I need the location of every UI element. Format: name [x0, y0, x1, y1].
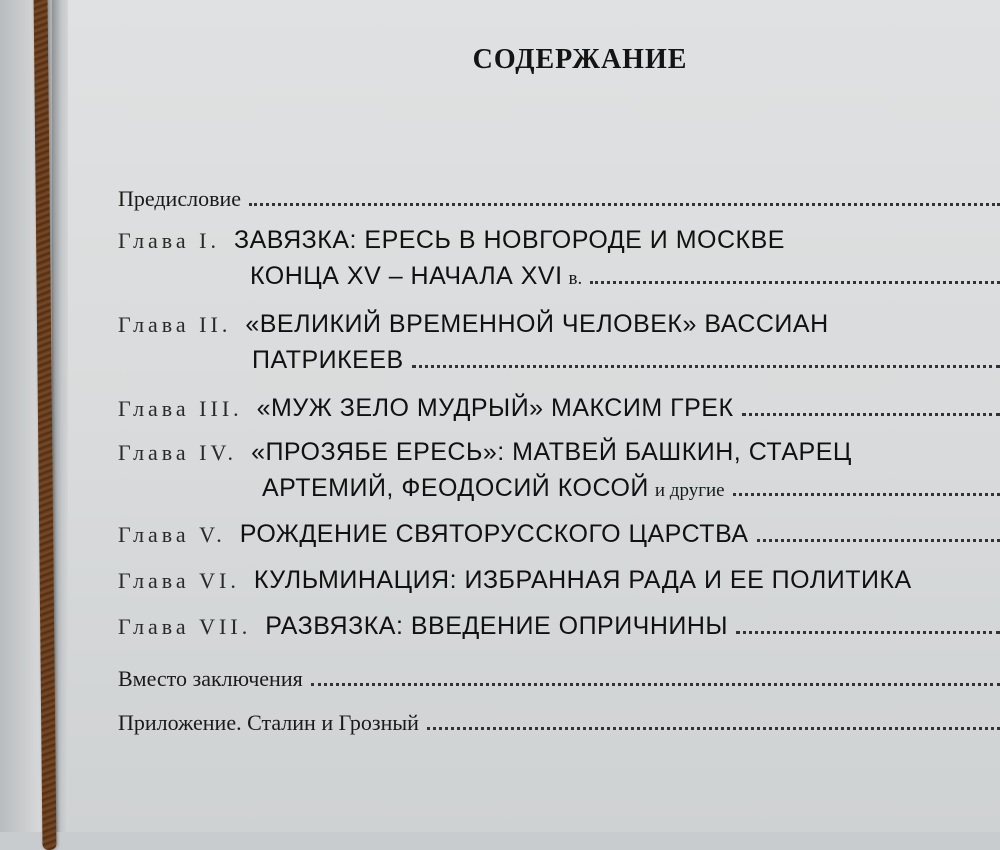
chapter-title-line1: «ВЕЛИКИЙ ВРЕМЕННОЙ ЧЕЛОВЕК» ВАССИАН	[245, 310, 829, 338]
chapter-title-line1: РОЖДЕНИЕ СВЯТОРУССКОГО ЦАРСТВА	[239, 520, 749, 548]
toc-entry-label: Приложение. Сталин и Грозный	[118, 710, 419, 735]
toc-entry-label: Предисловие	[118, 186, 241, 211]
chapter-title-line2: КОНЦА XV – НАЧАЛА XVI	[250, 262, 563, 290]
toc-entry-chapter-2	[118, 310, 1000, 339]
chapter-title-suffix: в.	[568, 268, 583, 289]
toc-entry-chapter-4-line2	[262, 474, 1000, 503]
chapter-title-line2: ПАТРИКЕЕВ	[252, 346, 404, 374]
chapter-title-line1: КУЛЬМИНАЦИЯ: ИЗБРАННАЯ РАДА И ЕЕ ПОЛИТИКА	[253, 566, 912, 594]
leader-dots	[412, 365, 1000, 368]
chapter-title-suffix: и другие	[654, 480, 725, 501]
toc-entry-chapter-1-line2	[250, 262, 1000, 291]
chapter-number: Глава VII.	[118, 614, 252, 639]
page-title: СОДЕРЖАНИЕ	[472, 44, 688, 75]
toc-entry-chapter-6	[118, 566, 1000, 595]
toc-entry-chapter-2-line2	[252, 346, 1000, 375]
toc-entry-chapter-5	[118, 520, 1000, 549]
chapter-title-line2: АРТЕМИЙ, ФЕОДОСИЙ КОСОЙ	[262, 474, 649, 502]
toc-entry-appendix	[118, 710, 1000, 736]
chapter-number: Глава V.	[118, 522, 226, 547]
toc-entry-label: Вместо заключения	[118, 666, 303, 691]
chapter-number: Глава I.	[118, 228, 220, 253]
toc-entry-preface	[118, 186, 1000, 212]
leader-dots	[590, 281, 1000, 284]
chapter-number: Глава III.	[118, 396, 243, 421]
chapter-title-line1: «МУЖ ЗЕЛО МУДРЫЙ» МАКСИМ ГРЕК	[256, 394, 734, 422]
leader-dots	[427, 727, 1000, 730]
toc-entry-chapter-4	[118, 438, 1000, 467]
leader-dots	[757, 539, 1000, 542]
leader-dots	[249, 203, 1000, 206]
leader-dots	[733, 493, 1000, 496]
chapter-title-line1: ЗАВЯЗКА: ЕРЕСЬ В НОВГОРОДЕ И МОСКВЕ	[234, 226, 785, 254]
toc-entry-conclusion	[118, 666, 1000, 692]
chapter-number: Глава IV.	[118, 440, 238, 465]
leader-dots	[742, 413, 1000, 416]
chapter-title-line1: «ПРОЗЯБЕ ЕРЕСЬ»: МАТВЕЙ БАШКИН, СТАРЕЦ	[251, 438, 852, 466]
toc-entry-chapter-7	[118, 612, 1000, 641]
leader-dots	[311, 683, 1000, 686]
chapter-number: Глава II.	[118, 312, 232, 337]
leader-dots	[736, 631, 1000, 634]
toc-entry-chapter-3	[118, 394, 1000, 423]
chapter-number: Глава VI.	[118, 568, 240, 593]
chapter-title-line1: РАЗВЯЗКА: ВВЕДЕНИЕ ОПРИЧНИНЫ	[265, 612, 729, 640]
toc-entry-chapter-1	[118, 226, 1000, 255]
